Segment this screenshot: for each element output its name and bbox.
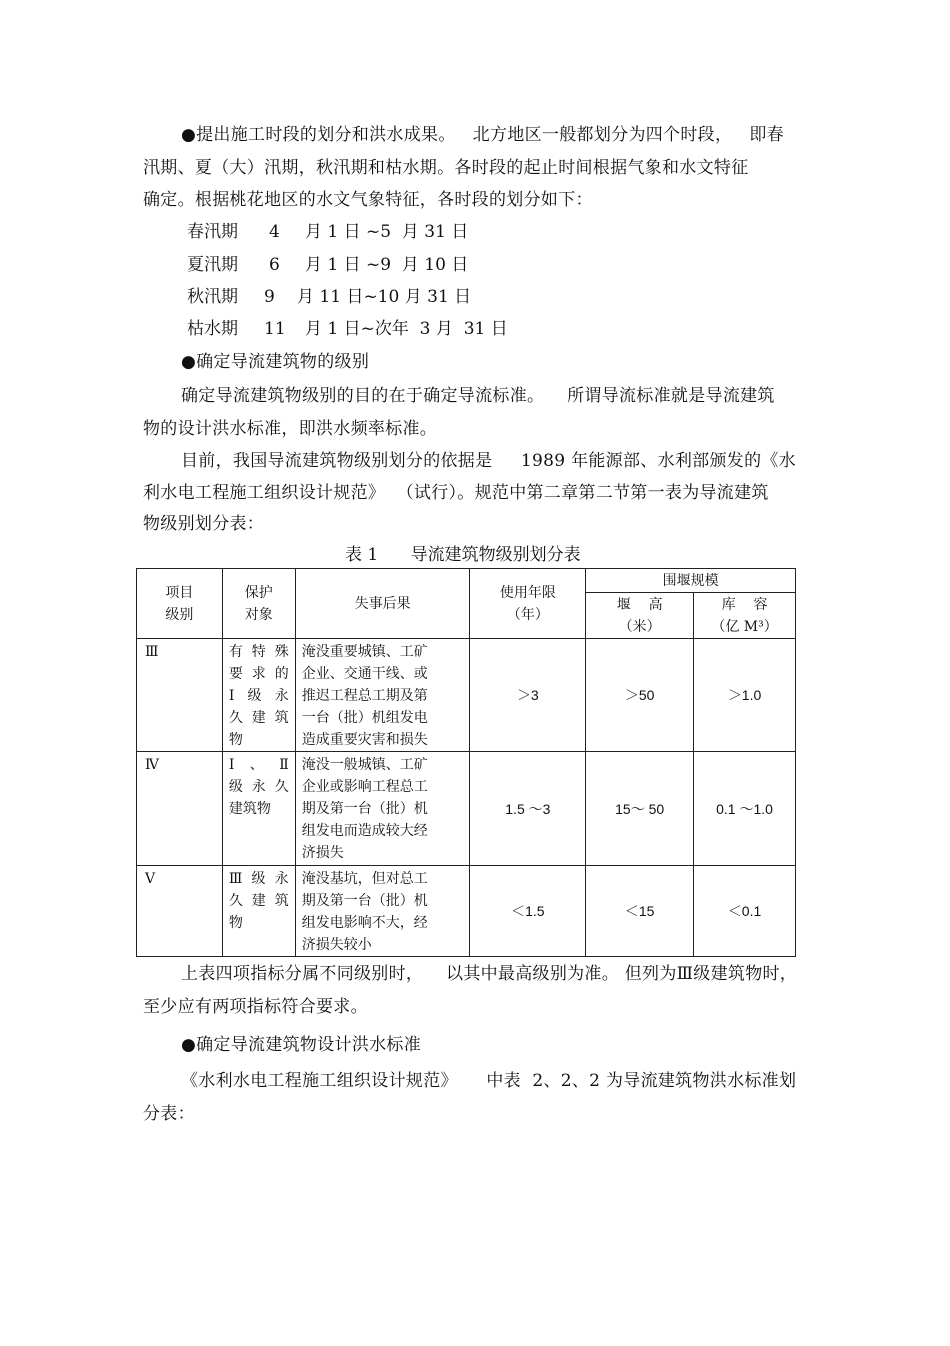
capacity-cell: ＞1.0	[694, 639, 796, 752]
para1-line1: ●提出施工时段的划分和洪水成果。 北方地区一般都划分为四个时段， 即春	[181, 125, 784, 145]
consequence-line: 造成重要灾害和损失	[301, 732, 428, 748]
consequence-line: 期及第一台（批）机	[301, 801, 428, 817]
object-line: 物	[228, 915, 243, 931]
para2-line1: 确定导流建筑物级别的目的在于确定导流标准。 所谓导流标准就是导流建筑	[181, 386, 775, 406]
header-consequence: 失事后果	[295, 569, 470, 639]
years-cell: 1.5 ～3	[470, 752, 586, 866]
header-years	[470, 569, 586, 639]
header-object	[222, 569, 295, 639]
grade-cell: Ⅴ	[137, 866, 223, 957]
period-name: 秋汛期	[187, 287, 238, 307]
grade-cell: Ⅲ	[137, 639, 223, 752]
consequence-line: 推迟工程总工期及第	[301, 688, 428, 704]
consequence-line: 济损失较小	[301, 937, 372, 953]
period-start-month: 9	[264, 287, 275, 307]
consequence-line: 一台（批）机组发电	[301, 710, 428, 726]
object-line: 有 特 殊	[228, 644, 289, 660]
header-capacity-line1: 库 容	[721, 596, 768, 613]
object-cell	[222, 866, 295, 957]
consequence-cell	[295, 866, 470, 957]
object-line: Ⅲ 级 永	[228, 871, 289, 887]
period-name: 夏汛期	[187, 255, 238, 275]
object-line: Ⅰ 、 Ⅱ	[228, 757, 289, 773]
period-name: 春汛期	[187, 222, 238, 242]
capacity-cell: 0.1 ～1.0	[694, 752, 796, 866]
object-line: 物	[228, 732, 243, 748]
header-capacity	[694, 593, 796, 639]
header-object-line1: 保护	[244, 584, 273, 601]
object-line: 建筑物	[228, 801, 271, 817]
period-start-month: 11	[264, 319, 286, 339]
table-row	[137, 639, 796, 752]
grade-cell: Ⅳ	[137, 752, 223, 866]
table-header-row	[137, 569, 796, 593]
heading-grade: ●确定导流建筑物的级别	[181, 352, 370, 372]
object-line: 要 求 的	[228, 666, 289, 682]
header-years-line1: 使用年限	[499, 584, 556, 601]
object-line: 久 建 筑	[228, 893, 289, 909]
period-range: 月 1 日 ~5 月 31 日	[305, 222, 469, 242]
object-line: 久 建 筑	[228, 710, 289, 726]
para5-line2: 分表：	[143, 1104, 195, 1124]
object-cell	[222, 639, 295, 752]
period-range: 月 11 日~10 月 31 日	[297, 287, 472, 307]
grade-table	[136, 568, 796, 957]
consequence-line: 淹没基坑，但对总工	[301, 871, 428, 887]
header-years-line2: （年）	[506, 606, 549, 623]
consequence-line: 淹没一般城镇、工矿	[301, 757, 428, 773]
header-cofferdam-scale: 围堰规模	[586, 569, 796, 593]
consequence-line: 企业或影响工程总工	[301, 779, 428, 795]
header-grade	[137, 569, 223, 639]
consequence-line: 淹没重要城镇、工矿	[301, 644, 428, 660]
consequence-line: 期及第一台（批）机	[301, 893, 428, 909]
period-range: 月 1 日 ~9 月 10 日	[305, 255, 469, 275]
object-line: 级 永 久	[228, 779, 289, 795]
capacity-cell: ＜0.1	[694, 866, 796, 957]
consequence-line: 济损失	[301, 845, 344, 861]
period-start-month: 6	[269, 255, 280, 275]
para3-line3: 物级别划分表：	[143, 514, 265, 534]
height-cell: ＞50	[586, 639, 694, 752]
object-cell	[222, 752, 295, 866]
para3-line1: 目前，我国导流建筑物级别划分的依据是 1989 年能源部、水利部颁发的《水	[181, 451, 796, 471]
years-cell: ＜1.5	[470, 866, 586, 957]
para5-line1: 《水利水电工程施工组织设计规范》 中表 2、2、2 为导流建筑物洪水标准划	[181, 1071, 797, 1091]
height-cell: 15～ 50	[586, 752, 694, 866]
header-grade-line2: 级别	[165, 606, 194, 623]
para4-line1: 上表四项指标分属不同级别时， 以其中最高级别为准。 但列为Ⅲ级建筑物时，	[181, 964, 798, 984]
table-caption: 表 1 导流建筑物级别划分表	[345, 545, 581, 565]
consequence-line: 组发电影响不大，经	[301, 915, 428, 931]
table-row	[137, 866, 796, 957]
header-grade-line1: 项目	[165, 584, 194, 601]
header-height-line1: 堰 高	[616, 596, 663, 613]
period-range: 月 1 日~次年 3 月 31 日	[305, 319, 508, 339]
years-cell: ＞3	[470, 639, 586, 752]
header-height	[586, 593, 694, 639]
consequence-cell	[295, 752, 470, 866]
period-name: 枯水期	[187, 319, 238, 339]
height-cell: ＜15	[586, 866, 694, 957]
header-capacity-line2: （亿 M³）	[711, 618, 778, 635]
para1-line3: 确定。根据桃花地区的水文气象特征，各时段的划分如下：	[143, 190, 593, 210]
table-row	[137, 752, 796, 866]
para4-line2: 至少应有两项指标符合要求。	[143, 997, 368, 1017]
object-line: Ⅰ 级 永	[228, 688, 289, 704]
consequence-cell	[295, 639, 470, 752]
para2-line2: 物的设计洪水标准，即洪水频率标准。	[143, 419, 438, 439]
para1-line2: 汛期、夏（大）汛期，秋汛期和枯水期。各时段的起止时间根据气象和水文特征	[143, 158, 749, 178]
consequence-line: 组发电而造成较大经	[301, 823, 428, 839]
para3-line2: 利水电工程施工组织设计规范》 （试行）。规范中第二章第二节第一表为导流建筑	[143, 483, 769, 503]
consequence-line: 企业、交通干线、或	[301, 666, 428, 682]
header-object-line2: 对象	[244, 606, 273, 623]
period-start-month: 4	[269, 222, 280, 242]
heading-flood-standard: ●确定导流建筑物设计洪水标准	[181, 1035, 422, 1055]
header-height-line2: （米）	[618, 618, 661, 635]
